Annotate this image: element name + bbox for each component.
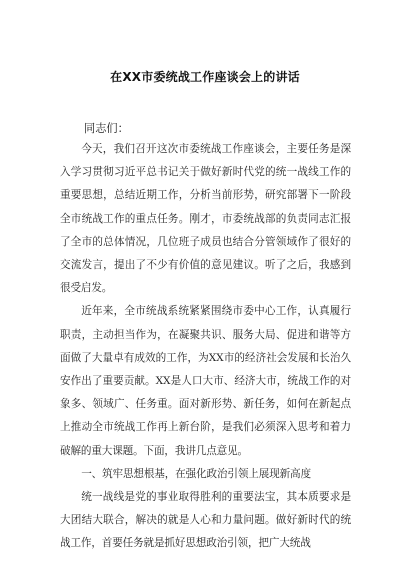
document-body [60,138,351,556]
section-heading-1: 一、筑牢思想根基，在强化政治引领上展现新高度 [81,467,311,480]
salutation: 同志们： [84,122,129,135]
paragraph-section-1: 统一战线是党的事业取得胜利的重要法宝，其本质要求是大团结大联合，解决的就是人心和力量问题。做好新时代的统战工作，首要任务就是抓好思想政治引领，把广大统战 [60,491,351,550]
document-title: 在XX市委统战工作座谈会上的讲话 [110,70,300,84]
paragraph-opening: 今天，我们召开这次市委统战工作座谈会，主要任务是深入学习贯彻习近平总书记关于做好新时代党的统一战线工作的重要思想，总结近期工作，分析当前形势，研究部署下一阶段全市统战工作的重点任务。刚才，市委统战部的负责同志汇报了全市的总体情况，几位班子成员也结合分管领域作了很好的交流发言，提出了不少有价值的意见建议。听了之后，我感到很受启发。 [60,143,351,295]
paragraph-overview: 近年来，全市统战系统紧紧围绕市委中心工作，认真履行职责，主动担当作为，在凝聚共识、服务大局、促进和谐等方面做了大量卓有成效的工作，为XX市的经济社会发展和长治久安作出了重要贡献。XX是人口大市、经济大市，统战工作的对象多、领域广、任务重。面对新形势、新任务，如何在新起点上推动全市统战工作再上新台阶，是我们必须深入思考和着力破解的重大课题。下面，我讲几点意见。 [60,305,351,457]
